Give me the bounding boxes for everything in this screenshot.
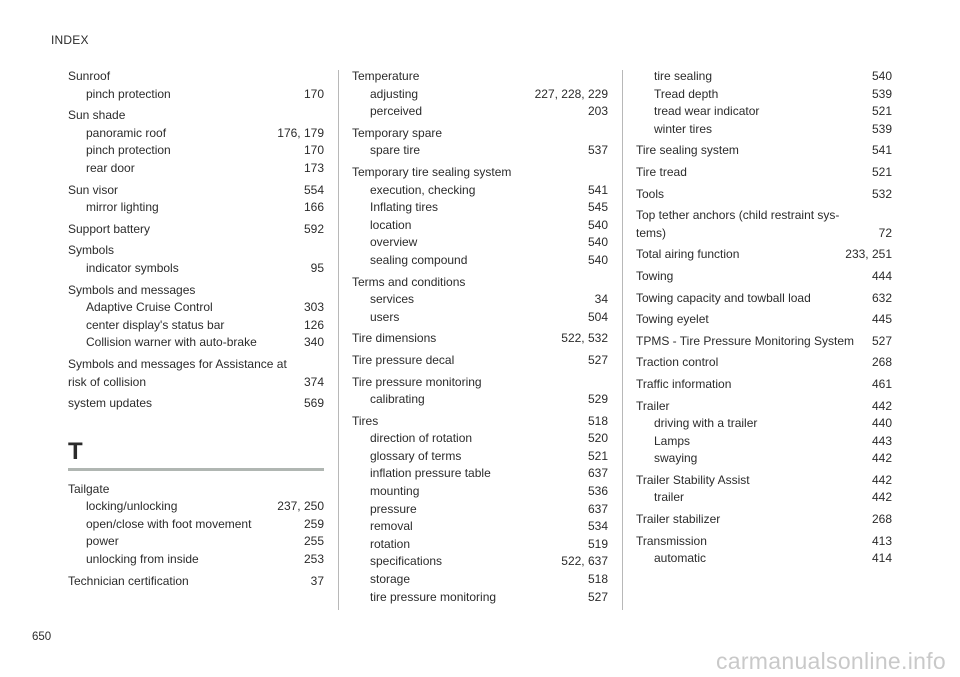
subentry-row: [352, 589, 608, 607]
entry-page[interactable]: 541: [871, 143, 892, 158]
entry-row: [636, 164, 892, 182]
subentry-row: [68, 498, 324, 516]
subentry-term: open/close with foot movement: [86, 516, 252, 531]
entry-page[interactable]: 632: [871, 290, 892, 305]
subentry-term: Lamps: [654, 433, 691, 448]
index-entry: [68, 182, 324, 217]
subentry-row: [68, 260, 324, 278]
index-entry: [636, 164, 892, 182]
subentry-page[interactable]: 540: [587, 252, 608, 267]
entry-row: [68, 107, 324, 125]
subentry-row: [352, 553, 608, 571]
subentry-page[interactable]: 541: [587, 182, 608, 197]
subentry-page[interactable]: 166: [303, 200, 324, 215]
subentry-row: [636, 415, 892, 433]
subentry-row: [352, 483, 608, 501]
subentry-page[interactable]: 504: [587, 309, 608, 324]
subentry-page[interactable]: 520: [587, 431, 608, 446]
index-entry: [352, 274, 608, 327]
entry-row: [68, 182, 324, 200]
subentry-term: indicator symbols: [86, 260, 179, 275]
subentry-page[interactable]: 170: [303, 86, 324, 101]
subentry-term: calibrating: [370, 392, 425, 407]
subentry-term: Inflating tires: [370, 200, 439, 215]
subentry-row: [352, 518, 608, 536]
subentry-page[interactable]: 637: [587, 466, 608, 481]
subentry-row: [68, 199, 324, 217]
entry-term: Tire dimensions: [352, 331, 437, 346]
entry-row: [352, 413, 608, 431]
subentry-term: center display's status bar: [86, 317, 225, 332]
subentry-row: [68, 142, 324, 160]
subentry-term: unlocking from inside: [86, 552, 199, 567]
entry-row: [352, 352, 608, 370]
subentry-row: [352, 465, 608, 483]
index-entry: [636, 333, 892, 351]
entry-page[interactable]: 527: [587, 352, 608, 367]
index-column-3: [636, 68, 892, 572]
section-letter-block: [68, 439, 324, 471]
index-entry: [68, 242, 324, 277]
column-divider: [338, 70, 339, 610]
subentry-page[interactable]: 440: [871, 416, 892, 431]
subentry-page[interactable]: 414: [871, 551, 892, 566]
entry-page[interactable]: 532: [871, 186, 892, 201]
subentry-row: [636, 86, 892, 104]
subentry-term: inflation pressure table: [370, 466, 491, 481]
entry-page[interactable]: 592: [303, 221, 324, 236]
index-entry: [68, 282, 324, 352]
entry-row: [68, 221, 324, 239]
index-entry: [352, 68, 608, 121]
subentry-term: adjusting: [370, 86, 419, 101]
entry-row: [636, 142, 892, 160]
entry-row: [352, 330, 608, 348]
entry-row: [636, 186, 892, 204]
subentry-term: tread wear indicator: [654, 104, 760, 119]
entry-term: Symbols and messages: [68, 282, 196, 297]
subentry-term: panoramic roof: [86, 125, 167, 140]
index-column-2: [352, 68, 608, 610]
subentry-row: [352, 430, 608, 448]
subentry-page[interactable]: 303: [303, 300, 324, 315]
index-entry: [636, 246, 892, 264]
entry-term: Total airing function: [636, 247, 740, 262]
entry-page[interactable]: 521: [871, 164, 892, 179]
subentry-term: locking/unlocking: [86, 499, 178, 514]
index-entry: [636, 311, 892, 329]
entry-row: [68, 481, 324, 499]
entry-page[interactable]: 37: [310, 573, 324, 588]
entry-term: system updates: [68, 396, 153, 411]
index-entry: [68, 481, 324, 569]
index-entry: [636, 68, 892, 138]
entry-term-continued: tems): [636, 225, 666, 240]
entry-row: [352, 274, 608, 292]
subentry-page[interactable]: 527: [587, 589, 608, 604]
entry-row: [636, 225, 892, 243]
entry-term: Tailgate: [68, 481, 110, 496]
entry-row: [636, 398, 892, 416]
subentry-row: [352, 234, 608, 252]
subentry-row: [68, 334, 324, 352]
subentry-term: removal: [370, 519, 413, 534]
subentry-row: [352, 199, 608, 217]
subentry-term: Tread depth: [654, 86, 719, 101]
subentry-page[interactable]: 176, 179: [277, 125, 324, 140]
index-entry: [68, 356, 324, 391]
subentry-term: storage: [370, 572, 411, 587]
entry-row: [636, 246, 892, 264]
subentry-row: [636, 121, 892, 139]
entry-page[interactable]: 569: [303, 396, 324, 411]
subentry-page[interactable]: 540: [587, 217, 608, 232]
subentry-term: Adaptive Cruise Control: [86, 300, 213, 315]
entry-row: [636, 207, 892, 225]
subentry-page[interactable]: 545: [587, 200, 608, 215]
entry-term: Symbols and messages for Assistance at: [68, 356, 287, 371]
index-entry: [636, 533, 892, 568]
subentry-page[interactable]: 173: [303, 160, 324, 175]
index-entry: [352, 413, 608, 607]
index-entry: [636, 354, 892, 372]
subentry-row: [352, 103, 608, 121]
subentry-row: [636, 450, 892, 468]
subentry-page[interactable]: 519: [587, 536, 608, 551]
entry-row: [636, 268, 892, 286]
entry-term: Towing capacity and towball load: [636, 290, 811, 305]
subentry-row: [636, 489, 892, 507]
subentry-page[interactable]: 521: [587, 448, 608, 463]
entry-term: Support battery: [68, 221, 151, 236]
entry-term: Sun shade: [68, 108, 126, 123]
entry-row: [636, 376, 892, 394]
subentry-term: spare tire: [370, 143, 421, 158]
entry-term: Top tether anchors (child restraint sys-: [636, 208, 840, 223]
subentry-row: [636, 103, 892, 121]
entry-page[interactable]: 374: [303, 374, 324, 389]
subentry-row: [352, 501, 608, 519]
subentry-term: specifications: [370, 554, 443, 569]
subentry-page[interactable]: 518: [587, 572, 608, 587]
entry-term: Transmission: [636, 533, 707, 548]
subentry-term: pinch protection: [86, 86, 171, 101]
index-entry: [68, 395, 324, 413]
subentry-page[interactable]: 259: [303, 516, 324, 531]
index-entry: [352, 352, 608, 370]
section-divider: [68, 468, 324, 471]
index-entry: [636, 207, 892, 242]
index-entry: [636, 290, 892, 308]
entry-term: Tire pressure decal: [352, 352, 455, 367]
entry-term: Trailer stabilizer: [636, 512, 721, 527]
entry-page[interactable]: 444: [871, 268, 892, 283]
subentry-row: [68, 299, 324, 317]
entry-term: Towing eyelet: [636, 312, 709, 327]
subentry-page[interactable]: 126: [303, 317, 324, 332]
entry-term: TPMS - Tire Pressure Monitoring System: [636, 333, 855, 348]
index-entry: [636, 376, 892, 394]
entry-page[interactable]: 268: [871, 512, 892, 527]
subentry-page[interactable]: 521: [871, 104, 892, 119]
index-entry: [68, 68, 324, 103]
subentry-row: [352, 571, 608, 589]
subentry-term: sealing compound: [370, 252, 468, 267]
subentry-term: users: [370, 309, 400, 324]
subentry-row: [68, 86, 324, 104]
subentry-row: [352, 291, 608, 309]
entry-row: [352, 125, 608, 143]
entry-term: Traffic information: [636, 376, 732, 391]
entry-term: Sunroof: [68, 69, 111, 83]
index-entry: [352, 164, 608, 270]
index-entry: [636, 186, 892, 204]
subentry-term: rotation: [370, 536, 411, 551]
subentry-term: driving with a trailer: [654, 416, 758, 431]
subentry-term: services: [370, 292, 415, 307]
subentry-page[interactable]: 170: [303, 143, 324, 158]
subentry-row: [68, 317, 324, 335]
page-header: INDEX: [51, 33, 89, 47]
entry-term: Tire tread: [636, 164, 687, 179]
subentry-page[interactable]: 237, 250: [277, 499, 324, 514]
subentry-term: winter tires: [654, 121, 713, 136]
entry-term: Terms and conditions: [352, 274, 466, 289]
subentry-row: [352, 142, 608, 160]
subentry-page[interactable]: 539: [871, 121, 892, 136]
subentry-row: [68, 516, 324, 534]
subentry-term: direction of rotation: [370, 431, 473, 446]
entry-term: Symbols: [68, 243, 115, 258]
subentry-row: [636, 550, 892, 568]
subentry-term: glossary of terms: [370, 448, 462, 463]
entry-row: [636, 290, 892, 308]
entry-term: Temporary tire sealing system: [352, 164, 512, 179]
subentry-row: [68, 551, 324, 569]
entry-term-continued: risk of collision: [68, 374, 147, 389]
subentry-term: power: [86, 534, 119, 549]
entry-term: Tire sealing system: [636, 143, 739, 158]
index-entry: [68, 107, 324, 177]
entry-page[interactable]: 72: [878, 225, 892, 240]
entry-row: [636, 472, 892, 490]
subentry-term: overview: [370, 235, 418, 250]
section-letter: T: [68, 437, 83, 465]
entry-row: [636, 354, 892, 372]
entry-term: Traction control: [636, 355, 719, 370]
subentry-row: [636, 433, 892, 451]
subentry-term: mirror lighting: [86, 200, 159, 215]
subentry-page[interactable]: 637: [587, 501, 608, 516]
page-number: 650: [32, 631, 52, 643]
subentry-term: location: [370, 217, 412, 232]
index-entry: [352, 125, 608, 160]
subentry-page[interactable]: 540: [871, 69, 892, 83]
entry-term: Trailer: [636, 398, 670, 413]
entry-row: [636, 533, 892, 551]
subentry-page[interactable]: 540: [587, 235, 608, 250]
entry-page[interactable]: 442: [871, 398, 892, 413]
entry-row: [636, 311, 892, 329]
subentry-term: tire sealing: [654, 69, 713, 83]
subentry-term: Collision warner with auto-brake: [86, 335, 257, 350]
subentry-page[interactable]: 537: [587, 143, 608, 158]
entry-term: Trailer Stability Assist: [636, 472, 750, 487]
entry-term: Tire pressure monitoring: [352, 374, 482, 389]
entry-page[interactable]: 461: [871, 376, 892, 391]
column-divider: [622, 70, 623, 610]
subentry-page[interactable]: 539: [871, 86, 892, 101]
entry-row: [352, 164, 608, 182]
subentry-row: [352, 309, 608, 327]
entry-page[interactable]: 442: [871, 472, 892, 487]
entry-page[interactable]: 413: [871, 533, 892, 548]
subentry-page[interactable]: 227, 228, 229: [534, 86, 608, 101]
entry-page[interactable]: 445: [871, 312, 892, 327]
subentry-page[interactable]: 522, 637: [561, 554, 608, 569]
subentry-term: automatic: [654, 551, 707, 566]
entry-page[interactable]: 554: [303, 182, 324, 197]
index-entry: [636, 268, 892, 286]
index-entry: [636, 511, 892, 529]
subentry-term: pinch protection: [86, 143, 171, 158]
entry-row: [68, 68, 324, 86]
subentry-page[interactable]: 443: [871, 433, 892, 448]
subentry-term: mounting: [370, 484, 420, 499]
subentry-row: [68, 125, 324, 143]
entry-row: [68, 356, 324, 374]
subentry-term: trailer: [654, 490, 685, 505]
subentry-term: tire pressure monitoring: [370, 589, 497, 604]
subentry-page[interactable]: 442: [871, 451, 892, 466]
entry-term: Tools: [636, 186, 665, 201]
entry-page[interactable]: 233, 251: [845, 247, 892, 262]
entry-page[interactable]: 268: [871, 355, 892, 370]
subentry-row: [352, 536, 608, 554]
subentry-row: [68, 160, 324, 178]
entry-row: [68, 374, 324, 392]
index-entry: [636, 472, 892, 507]
entry-row: [352, 68, 608, 86]
subentry-page[interactable]: 203: [587, 104, 608, 119]
subentry-page[interactable]: 255: [303, 534, 324, 549]
subentry-term: pressure: [370, 501, 417, 516]
subentry-page[interactable]: 340: [303, 335, 324, 350]
subentry-row: [352, 252, 608, 270]
entry-term: Towing: [636, 268, 674, 283]
entry-term: Temporary spare: [352, 125, 443, 140]
subentry-row: [352, 86, 608, 104]
entry-term: Sun visor: [68, 182, 119, 197]
subentry-page[interactable]: 442: [871, 490, 892, 505]
entry-row: [68, 395, 324, 413]
entry-row: [68, 242, 324, 260]
watermark: carmanualsonline.info: [715, 648, 946, 674]
index-entry: [636, 142, 892, 160]
subentry-term: execution, checking: [370, 182, 476, 197]
subentry-term: rear door: [86, 160, 135, 175]
index-entry: [68, 221, 324, 239]
subentry-row: [352, 217, 608, 235]
subentry-row: [352, 182, 608, 200]
entry-row: [352, 374, 608, 392]
subentry-page[interactable]: 534: [587, 519, 608, 534]
entry-row: [68, 282, 324, 300]
subentry-term: perceived: [370, 104, 423, 119]
subentry-row: [636, 68, 892, 86]
subentry-row: [352, 391, 608, 409]
subentry-page[interactable]: 95: [310, 260, 324, 275]
subentry-page[interactable]: 253: [303, 552, 324, 567]
entry-term: Technician certification: [68, 573, 189, 588]
index-entry: [68, 573, 324, 591]
subentry-page[interactable]: 536: [587, 484, 608, 499]
subentry-term: swaying: [654, 451, 698, 466]
subentry-row: [68, 533, 324, 551]
index-column-1: [68, 68, 324, 594]
entry-row: [636, 511, 892, 529]
entry-page[interactable]: 522, 532: [561, 331, 608, 346]
entry-term: Temperature: [352, 69, 420, 83]
subentry-row: [352, 448, 608, 466]
index-entry: [352, 330, 608, 348]
entry-term: Tires: [352, 413, 379, 428]
entry-row: [636, 333, 892, 351]
index-entry: [352, 374, 608, 409]
entry-row: [68, 573, 324, 591]
subentry-page[interactable]: 529: [587, 392, 608, 407]
subentry-page[interactable]: 34: [594, 292, 608, 307]
entry-page[interactable]: 527: [871, 333, 892, 348]
index-entry: [636, 398, 892, 468]
entry-page[interactable]: 518: [587, 413, 608, 428]
